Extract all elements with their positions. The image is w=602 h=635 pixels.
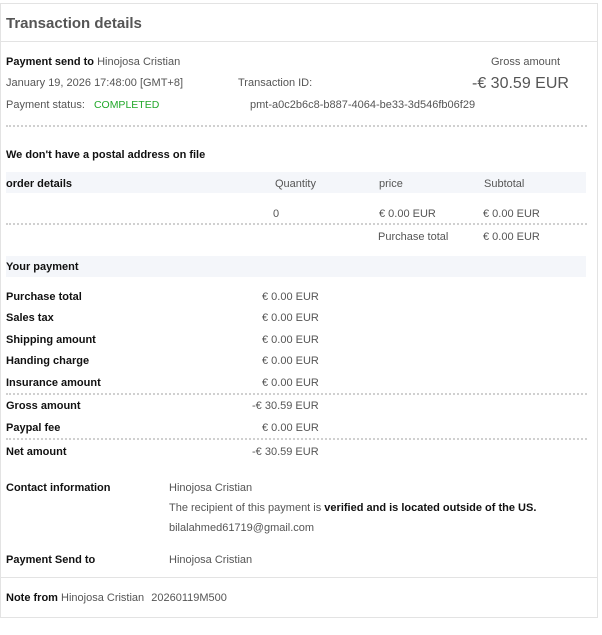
order-col-price: price — [379, 178, 403, 190]
gross-amount-label: Gross amount — [491, 56, 561, 68]
gross-amount-row-value: -€ 30.59 EUR — [252, 400, 319, 412]
purchase-total-value: € 0.00 EUR — [483, 231, 540, 243]
note-divider — [1, 577, 597, 578]
payment-row-label: Shipping amount — [6, 334, 96, 346]
note-name: Hinojosa Cristian — [61, 592, 145, 604]
verified-notice — [169, 502, 536, 514]
payment-row-value: € 0.00 EUR — [262, 377, 319, 389]
divider — [6, 438, 587, 440]
your-payment-heading: Your payment — [6, 261, 79, 273]
divider — [6, 393, 587, 395]
paypal-fee-value: € 0.00 EUR — [262, 422, 319, 434]
title-divider — [1, 41, 597, 42]
purchase-total-label: Purchase total — [378, 231, 449, 243]
order-col-quantity: Quantity — [275, 178, 316, 190]
payment-row-label: Purchase total — [6, 291, 82, 303]
order-row-quantity: 0 — [273, 208, 280, 220]
status-badge: COMPLETED — [93, 99, 160, 111]
order-col-details: order details — [6, 178, 73, 190]
payment-send-to-name: Hinojosa Cristian — [97, 56, 181, 68]
transaction-id-value: pmt-a0c2b6c8-b887-4064-be33-3d546fb06f29 — [250, 99, 476, 111]
payment-status-label: Payment status: — [6, 99, 85, 111]
payment-send-to-label: Payment send to — [6, 56, 95, 68]
payment-row-value: € 0.00 EUR — [262, 291, 319, 303]
paypal-fee-label: Paypal fee — [6, 422, 61, 434]
gross-amount-value: -€ 30.59 EUR — [472, 75, 569, 92]
postal-notice: We don't have a postal address on file — [6, 149, 206, 161]
payment-row-label: Sales tax — [6, 312, 54, 324]
payment-status-line — [6, 99, 159, 111]
order-row-subtotal: € 0.00 EUR — [483, 208, 540, 220]
verified-prefix: The recipient of this payment is — [169, 502, 325, 514]
page-title: Transaction details — [6, 15, 142, 32]
payment-row-value: € 0.00 EUR — [262, 355, 319, 367]
transaction-details-panel — [0, 3, 598, 618]
order-col-subtotal: Subtotal — [484, 178, 525, 190]
contact-info-label: Contact information — [6, 482, 111, 494]
payment-send-to-name-bottom: Hinojosa Cristian — [169, 554, 253, 566]
payment-send-to-label-bottom: Payment Send to — [6, 554, 96, 566]
net-amount-label: Net amount — [6, 446, 67, 458]
order-row-price: € 0.00 EUR — [379, 208, 436, 220]
contact-email: bilalahmed61719@gmail.com — [169, 522, 315, 534]
gross-amount-row-label: Gross amount — [6, 400, 81, 412]
transaction-date: January 19, 2026 17:48:00 [GMT+8] — [6, 77, 184, 89]
payment-row-value: € 0.00 EUR — [262, 312, 319, 324]
payment-row-label: Handing charge — [6, 355, 90, 367]
divider — [6, 125, 587, 127]
note-label: Note from — [6, 592, 58, 604]
your-payment-header-row — [6, 256, 586, 277]
transaction-id-label: Transaction ID: — [238, 77, 313, 89]
divider — [6, 223, 587, 225]
note-line — [6, 592, 227, 604]
verified-status: verified and is located outside of the US. — [324, 502, 537, 514]
net-amount-value: -€ 30.59 EUR — [252, 446, 319, 458]
note-value: 20260119M500 — [151, 592, 227, 604]
payment-send-to-line — [6, 56, 180, 68]
contact-name: Hinojosa Cristian — [169, 482, 253, 494]
payment-row-value: € 0.00 EUR — [262, 334, 319, 346]
payment-row-label: Insurance amount — [6, 377, 101, 389]
